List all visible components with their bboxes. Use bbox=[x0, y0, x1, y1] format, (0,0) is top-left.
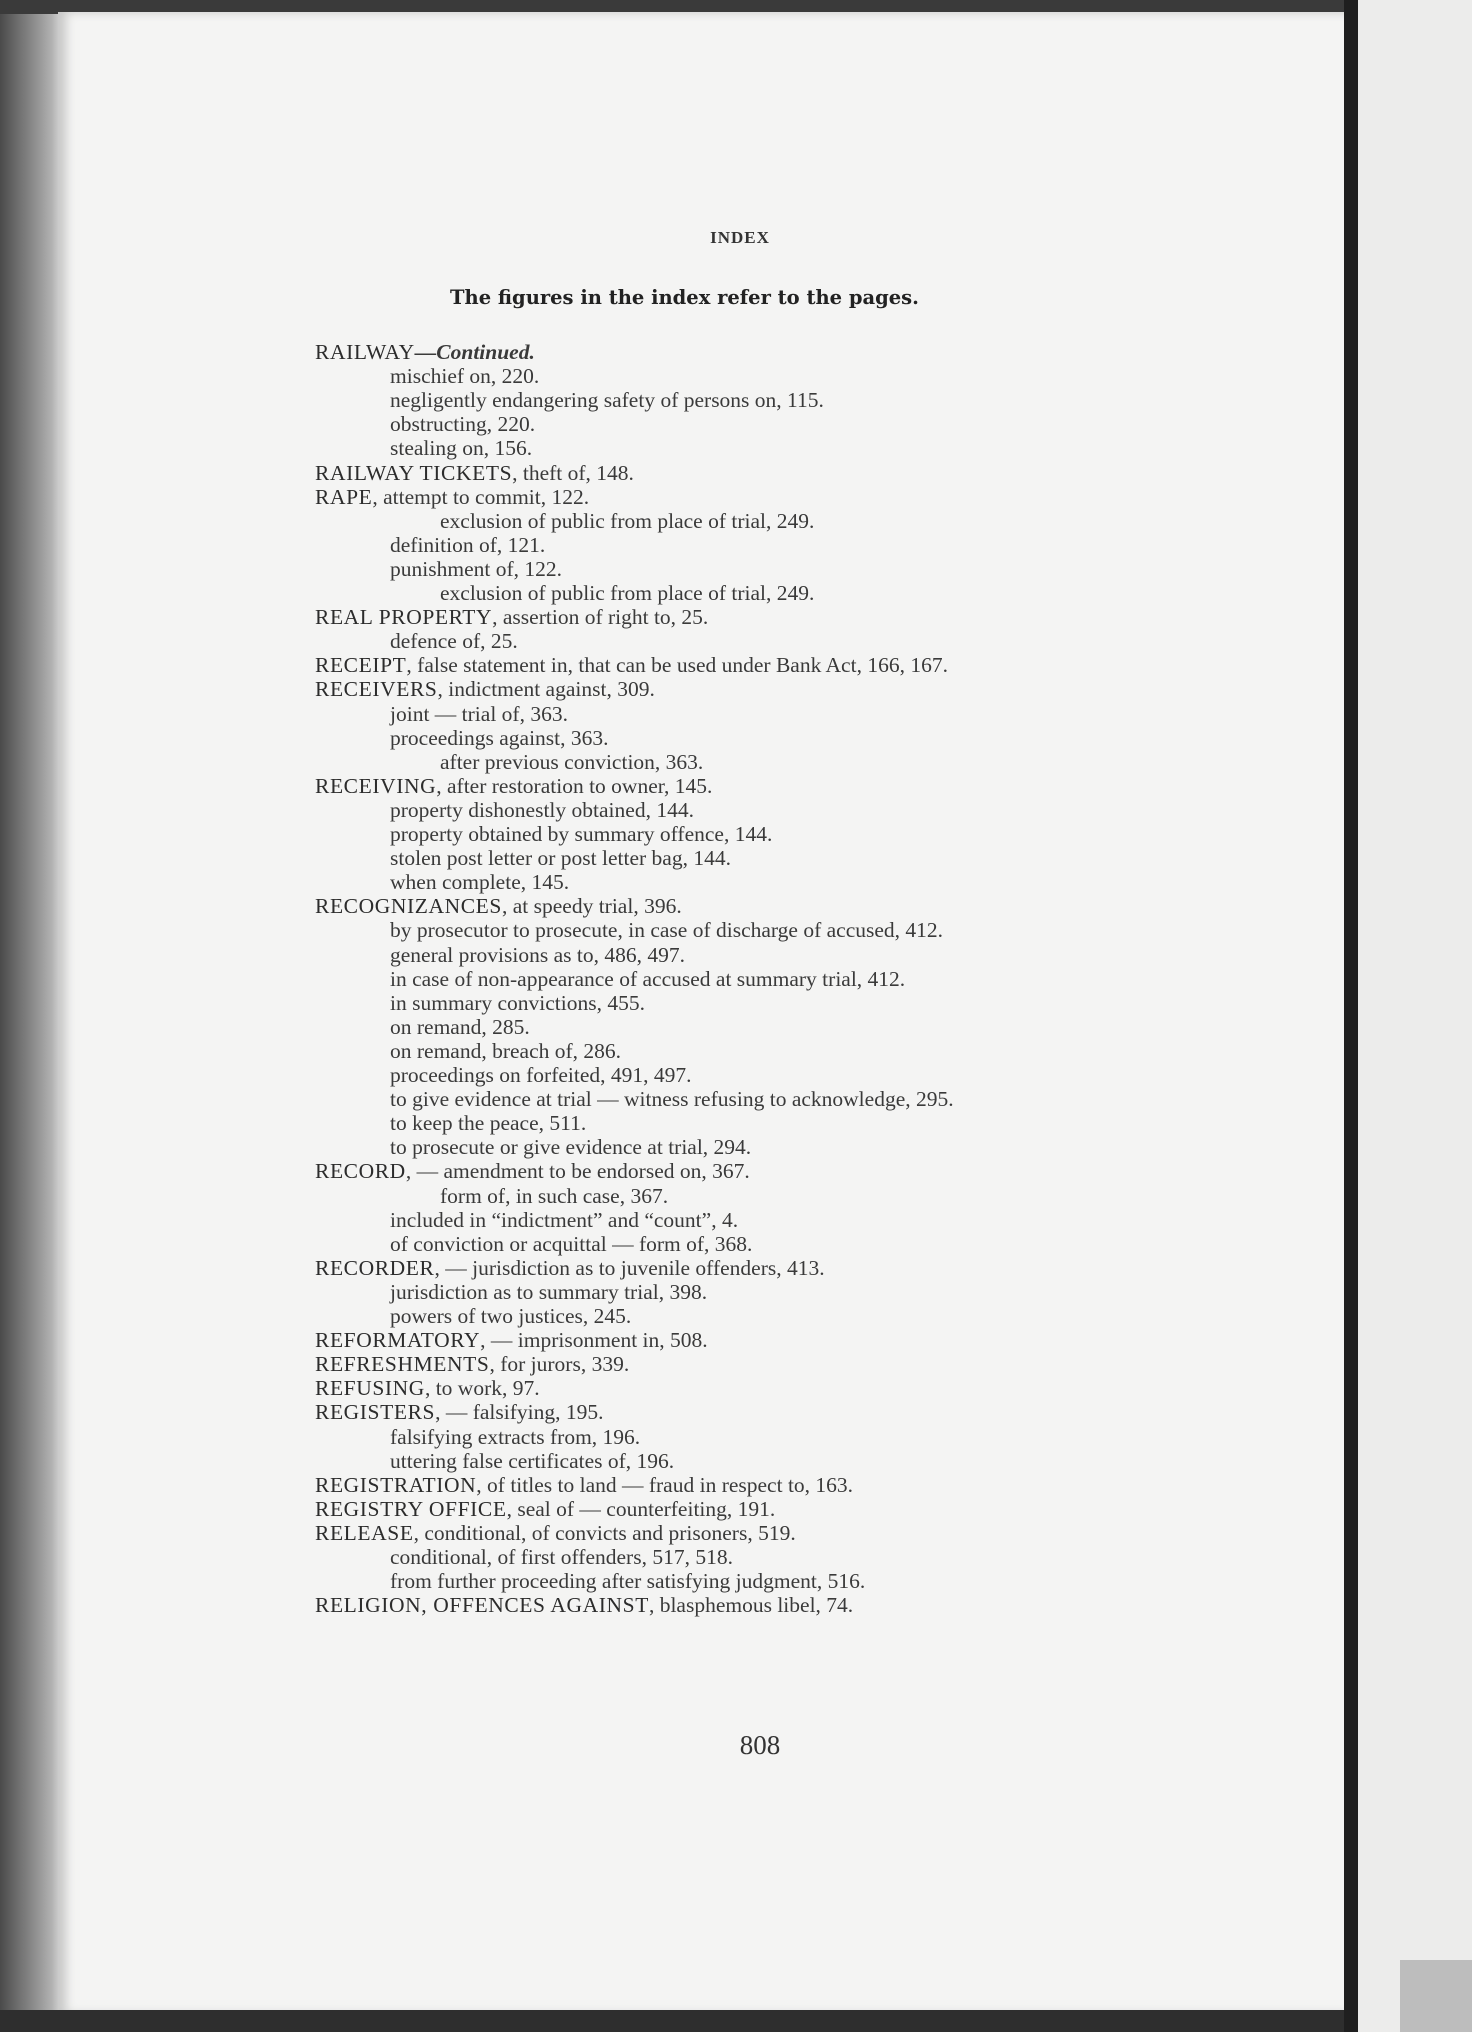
entry-text: in case of non-appearance of accused at summary trial, 412. bbox=[390, 966, 906, 991]
entry-text: included in “indictment” and “count”, 4. bbox=[390, 1207, 739, 1232]
entry-text: , after restoration to owner, 145. bbox=[436, 773, 713, 798]
entry-text: , seal of — counterfeiting, 191. bbox=[506, 1496, 776, 1521]
entry-text: in summary convictions, 455. bbox=[390, 990, 645, 1015]
index-subentry bbox=[390, 1279, 707, 1305]
entry-text: on remand, 285. bbox=[390, 1014, 530, 1039]
index-entry-heading bbox=[315, 1399, 604, 1425]
index-subentry bbox=[390, 363, 539, 389]
index-subentry bbox=[390, 1134, 751, 1160]
index-subentry bbox=[390, 797, 694, 823]
entry-text: property obtained by summary offence, 144. bbox=[390, 822, 773, 846]
index-subentry bbox=[390, 990, 645, 1016]
index-entry-heading bbox=[315, 1158, 750, 1184]
entry-head: RECEIVERS bbox=[315, 677, 438, 702]
entry-text: jurisdiction as to summary trial, 398. bbox=[390, 1279, 708, 1304]
entry-text: , of titles to land — fraud in respect to, 163. bbox=[476, 1472, 854, 1497]
index-entry-heading bbox=[315, 652, 948, 678]
entry-text: obstructing, 220. bbox=[390, 412, 536, 437]
index-entry-heading bbox=[315, 1255, 825, 1281]
entry-text: , assertion of right to, 25. bbox=[492, 605, 709, 630]
index-subentry bbox=[390, 821, 772, 847]
entry-text: , — amendment to be endorsed on, 367. bbox=[405, 1159, 750, 1184]
running-head: INDEX bbox=[710, 228, 770, 247]
entry-text: , attempt to commit, 122. bbox=[372, 484, 590, 509]
index-subentry bbox=[390, 532, 545, 558]
index-subentry bbox=[390, 942, 685, 968]
entry-text: uttering false certificates of, 196. bbox=[390, 1448, 675, 1473]
entry-text: powers of two justices, 245. bbox=[390, 1304, 632, 1328]
book-page-edges bbox=[0, 14, 62, 2032]
entry-text: exclusion of public from place of trial, 249. bbox=[440, 508, 815, 533]
entry-text: from further proceeding after satisfying judgment, 516. bbox=[390, 1569, 866, 1594]
entry-text: exclusion of public from place of trial, 249. bbox=[440, 581, 815, 605]
book-page bbox=[58, 12, 1348, 2014]
entry-text: , theft of, 148. bbox=[512, 460, 634, 485]
index-subentry bbox=[390, 1424, 640, 1450]
entry-text: stolen post letter or post letter bag, 144. bbox=[390, 846, 731, 871]
index-entry-heading bbox=[315, 1327, 708, 1353]
index-subentry bbox=[390, 845, 731, 871]
facing-page-corner bbox=[1400, 1960, 1472, 2032]
entry-text: conditional, of first offenders, 517, 518. bbox=[390, 1545, 733, 1569]
index-subentry bbox=[390, 556, 562, 582]
entry-continued: —Continued. bbox=[414, 340, 535, 364]
entry-text: , blasphemous libel, 74. bbox=[648, 1593, 854, 1618]
index-subentry bbox=[390, 1014, 530, 1040]
entry-text: when complete, 145. bbox=[390, 870, 570, 895]
entry-text: , indictment against, 309. bbox=[437, 677, 655, 702]
entry-head: RECORDER bbox=[315, 1255, 435, 1280]
index-subentry bbox=[390, 1062, 692, 1088]
entry-text: general provisions as to, 486, 497. bbox=[390, 942, 685, 967]
index-subentry bbox=[390, 1303, 631, 1329]
entry-text: , — imprisonment in, 508. bbox=[480, 1328, 708, 1353]
entry-text: , at speedy trial, 396. bbox=[501, 894, 682, 919]
entry-head: REGISTERS bbox=[315, 1400, 436, 1425]
index-entry-heading bbox=[315, 893, 682, 919]
entry-text: to prosecute or give evidence at trial, 294. bbox=[390, 1135, 752, 1160]
entry-text: proceedings against, 363. bbox=[390, 725, 609, 750]
entry-text: form of, in such case, 367. bbox=[440, 1183, 669, 1208]
index-entry-heading bbox=[315, 1351, 629, 1377]
entry-text: definition of, 121. bbox=[390, 532, 546, 557]
index-subentry bbox=[390, 411, 535, 437]
index-subentry bbox=[390, 725, 609, 751]
entry-head: RELEASE bbox=[315, 1520, 414, 1545]
index-subentry bbox=[390, 628, 518, 654]
entry-head: REFRESHMENTS bbox=[315, 1352, 490, 1377]
index-subentry bbox=[440, 580, 814, 606]
entry-head: REGISTRATION bbox=[315, 1472, 477, 1497]
index-subentry bbox=[390, 869, 569, 895]
entry-text: defence of, 25. bbox=[390, 629, 518, 654]
entry-text: to keep the peace, 511. bbox=[390, 1111, 587, 1136]
index-subentry bbox=[390, 1544, 733, 1570]
entry-head: REFORMATORY bbox=[315, 1328, 481, 1353]
index-entry-heading bbox=[315, 1496, 775, 1522]
entry-head: RAILWAY bbox=[315, 340, 415, 364]
entry-text: , — jurisdiction as to juvenile offenders, 413. bbox=[434, 1255, 825, 1280]
index-subentry bbox=[390, 1207, 738, 1233]
entry-head: RAPE bbox=[315, 484, 373, 509]
index-subentry bbox=[440, 749, 703, 775]
entry-text: , to work, 97. bbox=[424, 1376, 540, 1401]
index-entry-heading bbox=[315, 1520, 796, 1546]
book-gutter bbox=[1344, 0, 1358, 2032]
entry-text: , for jurors, 339. bbox=[489, 1352, 630, 1377]
index-entry-heading bbox=[315, 339, 535, 365]
index-subentry bbox=[390, 917, 943, 943]
index-subentry bbox=[390, 1086, 954, 1112]
index-entry-heading bbox=[315, 1472, 853, 1498]
entry-text: falsifying extracts from, 196. bbox=[390, 1424, 641, 1449]
entry-text: joint — trial of, 363. bbox=[390, 701, 568, 726]
facing-page bbox=[1358, 0, 1472, 2032]
entry-text: punishment of, 122. bbox=[390, 556, 562, 581]
index-subentry bbox=[440, 1183, 668, 1209]
entry-head: REFUSING bbox=[315, 1376, 425, 1401]
entry-head: RECORD bbox=[315, 1159, 406, 1184]
index-entry-heading bbox=[315, 773, 712, 799]
index-entry-heading bbox=[315, 1592, 853, 1618]
entry-text: , — falsifying, 195. bbox=[435, 1400, 604, 1425]
index-subentry bbox=[390, 435, 532, 461]
index-entry-heading bbox=[315, 604, 708, 630]
entry-head: RECEIVING bbox=[315, 773, 437, 798]
page-number: 808 bbox=[739, 1730, 781, 1760]
index-subentry bbox=[390, 966, 905, 992]
index-entry-heading bbox=[315, 1375, 540, 1401]
entry-head: RECEIPT bbox=[315, 653, 407, 678]
entry-text: after previous conviction, 363. bbox=[440, 749, 704, 774]
scan-bottom-border bbox=[0, 2010, 1344, 2032]
index-note: The figures in the index refer to the pages. bbox=[450, 286, 919, 309]
entry-head: RAILWAY TICKETS bbox=[315, 460, 513, 485]
entry-head: REGISTRY OFFICE bbox=[315, 1496, 507, 1521]
entry-text: to give evidence at trial — witness refusing to acknowledge, 295. bbox=[390, 1087, 954, 1112]
index-subentry bbox=[390, 1448, 674, 1474]
index-entry-heading bbox=[315, 484, 589, 510]
index-subentry bbox=[440, 508, 814, 534]
entry-head: REAL PROPERTY bbox=[315, 605, 493, 630]
entry-text: stealing on, 156. bbox=[390, 436, 533, 461]
entry-head: RELIGION, OFFENCES AGAINST bbox=[315, 1593, 649, 1618]
index-entry-heading bbox=[315, 676, 655, 702]
entry-text: of conviction or acquittal — form of, 368. bbox=[390, 1231, 753, 1256]
index-subentry bbox=[390, 1110, 586, 1136]
index-subentry bbox=[390, 1568, 865, 1594]
entry-text: , false statement in, that can be used under Bank Act, 166, 167. bbox=[406, 653, 948, 678]
entry-text: mischief on, 220. bbox=[390, 364, 540, 389]
entry-head: RECOGNIZANCES bbox=[315, 894, 502, 919]
entry-text: , conditional, of convicts and prisoners, 519. bbox=[413, 1520, 796, 1545]
index-entry-heading bbox=[315, 460, 634, 486]
entry-text: on remand, breach of, 286. bbox=[390, 1038, 622, 1063]
index-subentry bbox=[390, 387, 824, 413]
entry-text: by prosecutor to prosecute, in case of discharge of accused, 412. bbox=[390, 918, 944, 943]
index-subentry bbox=[390, 701, 568, 727]
entry-text: proceedings on forfeited, 491, 497. bbox=[390, 1063, 692, 1087]
index-subentry bbox=[390, 1038, 621, 1064]
entry-text: negligently endangering safety of persons on, 115. bbox=[390, 388, 824, 413]
index-subentry bbox=[390, 1231, 752, 1257]
entry-text: property dishonestly obtained, 144. bbox=[390, 797, 694, 822]
